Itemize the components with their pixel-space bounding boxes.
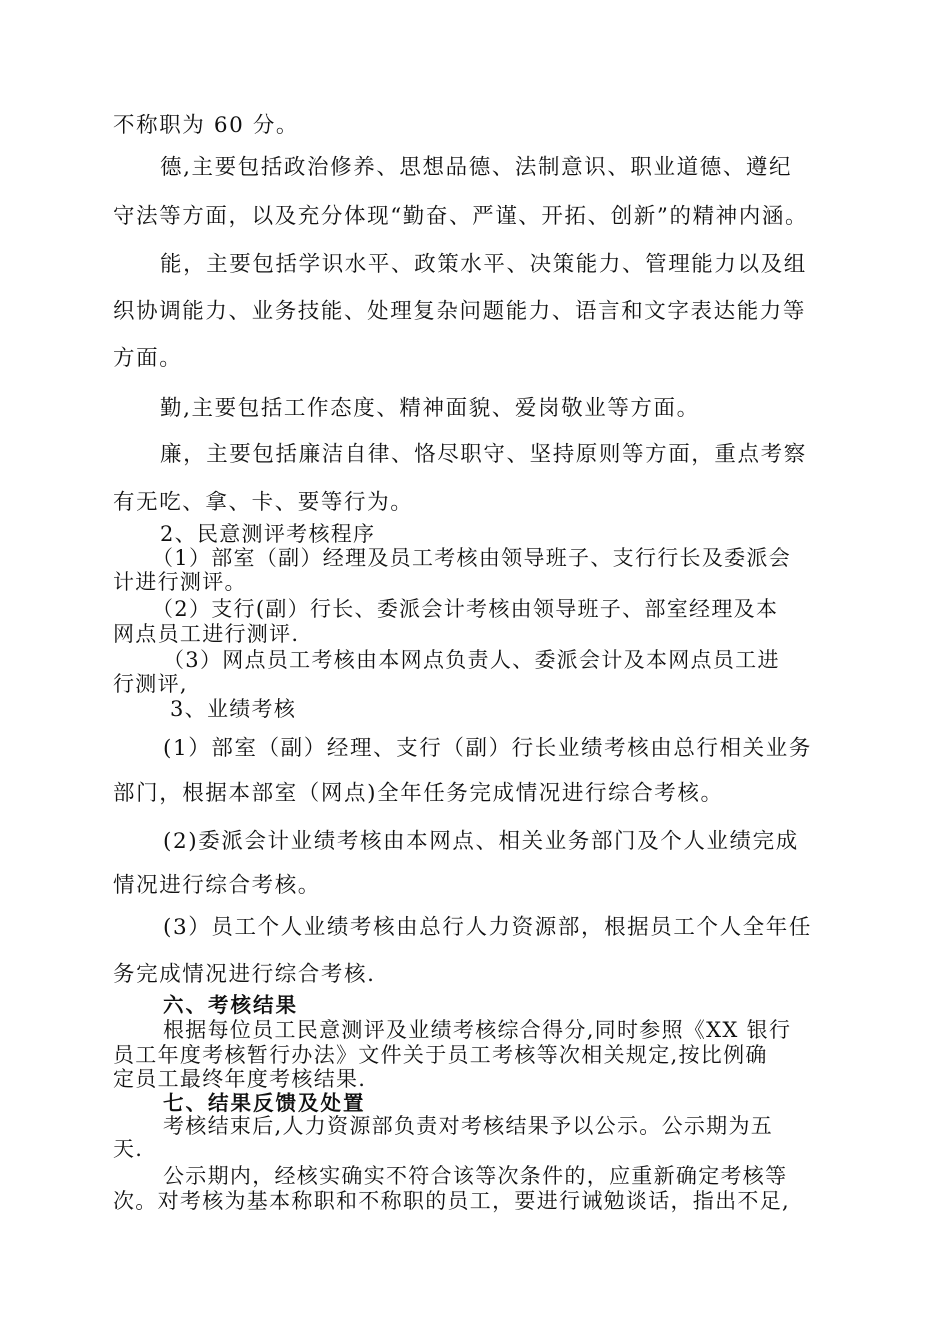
text-line: 行测评, xyxy=(113,672,188,696)
text-line: （3）网点员工考核由本网点负责人、委派会计及本网点员工进 xyxy=(163,648,780,672)
text-line: 部门，根据本部室（网点)全年任务完成情况进行综合考核。 xyxy=(113,781,724,806)
section-heading: 2、民意测评考核程序 xyxy=(160,522,376,546)
text-line: （2）支行(副）行长、委派会计考核由领导班子、部室经理及本 xyxy=(152,597,779,621)
text-line: 织协调能力、业务技能、处理复杂问题能力、语言和文字表达能力等 xyxy=(113,299,807,324)
text-line: 次。对考核为基本称职和不称职的员工，要进行诫勉谈话，指出不足, xyxy=(113,1189,790,1213)
text-line: 计进行测评。 xyxy=(113,570,247,594)
text-line: (1）部室（副）经理、支行（副）行长业绩考核由总行相关业务 xyxy=(163,736,812,761)
section-heading: 七、结果反馈及处置 xyxy=(163,1091,366,1115)
text-line: 勤,主要包括工作态度、精神面貌、爱岗敬业等方面。 xyxy=(160,396,700,421)
text-line: 守法等方面，以及充分体现“勤奋、严谨、开拓、创新”的精神内涵。 xyxy=(113,204,809,229)
text-line: 廉，主要包括廉洁自律、恪尽职守、坚持原则等方面，重点考察 xyxy=(160,442,807,467)
text-line: 考核结束后,人力资源部负责对考核结果予以公示。公示期为五 xyxy=(163,1114,774,1138)
text-line: (2)委派会计业绩考核由本网点、相关业务部门及个人业绩完成 xyxy=(163,829,799,854)
text-line: 根据每位员工民意测评及业绩考核综合得分,同时参照《XX 银行 xyxy=(163,1018,792,1042)
text-line: 务完成情况进行综合考核. xyxy=(113,962,376,987)
section-heading: 3、业绩考核 xyxy=(170,697,297,721)
text-line: 方面。 xyxy=(113,346,183,371)
text-line: 天. xyxy=(113,1137,144,1161)
section-heading: 六、考核结果 xyxy=(163,993,298,1017)
text-line: 公示期内，经核实确实不符合该等次条件的，应重新确定考核等 xyxy=(163,1164,788,1188)
text-line: （1）部室（副）经理及员工考核由领导班子、支行行长及委派会 xyxy=(152,546,792,570)
text-line: 定员工最终年度考核结果. xyxy=(113,1067,367,1091)
text-line: 能，主要包括学识水平、政策水平、决策能力、管理能力以及组 xyxy=(160,252,807,277)
text-line: 德,主要包括政治修养、思想品德、法制意识、职业道德、遵纪 xyxy=(160,155,793,180)
text-line: 网点员工进行测评. xyxy=(113,622,300,646)
text-line: 员工年度考核暂行办法》文件关于员工考核等次相关规定,按比例确 xyxy=(113,1043,768,1067)
text-line: 有无吃、拿、卡、要等行为。 xyxy=(113,490,414,515)
text-line: 不称职为 60 分。 xyxy=(113,113,300,138)
text-line: 情况进行综合考核。 xyxy=(113,873,321,898)
text-line: (3）员工个人业绩考核由总行人力资源部，根据员工个人全年任 xyxy=(163,915,812,940)
